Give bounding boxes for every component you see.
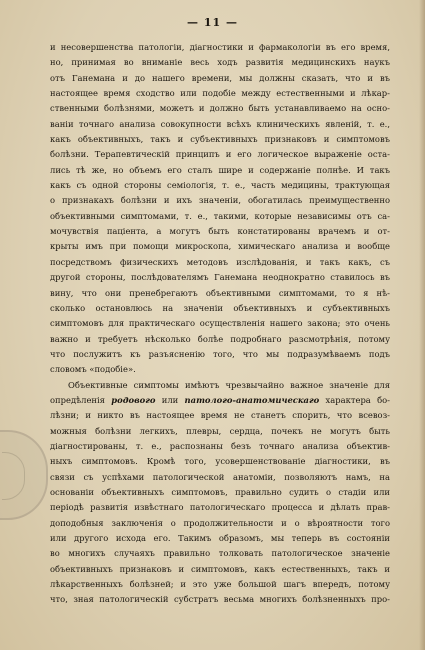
text-line: и несовершенства патологіи, діагностики и фармакологіи въ его время, — [50, 42, 390, 52]
emphasis-pathoanatomical: патолого-анатомическаго — [184, 394, 320, 405]
paragraph-2-rest — [50, 408, 390, 607]
text-line: другой стороны, послѣдователямъ Ганемана неоднократно ставилось въ — [50, 272, 390, 283]
text-line: ваніи точнаго анализа совокупности всѣхъ клиническихъ явленій, т. е., — [50, 118, 390, 129]
text-line: лись тѣ же, но объемъ его сталъ шире и содержаніе полнѣе. И такъ — [50, 164, 390, 175]
paragraph-2-line: Объективные симптомы имѣютъ чрезвычайно важное значеніе для — [68, 379, 390, 390]
text-line: сколько остановлюсь на значеніи объективныхъ и субъективныхъ — [50, 302, 390, 313]
text-line: или другого исхода его. Такимъ образомъ, мы теперь въ состояніи — [50, 533, 390, 543]
text-line: что, зная патологическій субстратъ весьма многихъ болѣзненныхъ про- — [50, 594, 390, 605]
text-line: связи съ успѣхами патологической анатоміи, позволяютъ намъ, на — [50, 471, 390, 482]
text-line: болѣзни. Терапевтическій принципъ и его логическое выраженіе оста- — [50, 149, 390, 160]
emphasis-generic: родового — [111, 394, 156, 405]
text-run: характера бо- — [319, 394, 390, 405]
text-line: какъ съ одной стороны семіологія, т. е., часть медицины, трактующая — [50, 180, 390, 191]
text-line: отъ Ганемана и до нашего времени, мы должны сказать, что и въ — [50, 72, 390, 83]
text-line: какъ объективныхъ, такъ и субъективныхъ признаковъ и симптомовъ — [50, 134, 390, 145]
text-run: или — [155, 394, 185, 405]
paragraph-1 — [50, 40, 390, 378]
page-edge-shadow — [419, 0, 425, 650]
text-line: о признакахъ болѣзни и ихъ значеніи, обогатилась преимущественно — [50, 195, 390, 206]
text-line: объективными симптомами, т. е., такими, которые независимы отъ са- — [50, 210, 390, 221]
text-line: періодѣ развитія извѣстнаго патологическаго процесса и дѣлать прав- — [50, 502, 390, 513]
text-line: но, принимая во вниманіе весь ходъ развитія медицинскихъ наукъ — [50, 57, 390, 68]
text-line: ственными болѣзнями, можетъ и должно быть устанавливаемо на осно- — [50, 103, 390, 114]
text-line: объективныхъ признаковъ и симптомовъ, какъ естественныхъ, такъ и — [50, 563, 390, 574]
text-run: опредѣленія — [50, 394, 112, 405]
text-line: основаніи объективныхъ симптомовъ, правильно судить о стадіи или — [50, 486, 390, 497]
text-line: лѣкарственныхъ болѣзней; и это уже большой шагъ впередъ, потому — [50, 579, 390, 590]
text-line: діагностированы, т. е., распознаны безъ точнаго анализа объектив- — [50, 440, 390, 451]
paragraph-2-line — [50, 393, 390, 408]
text-line: доподобныя заключенія о продолжительности и о вѣроятности того — [50, 517, 390, 528]
library-stamp-inner — [2, 452, 25, 500]
text-line: можныя болѣзни легкихъ, плевры, сердца, почекъ не могутъ быть — [50, 425, 390, 436]
text-line: словомъ «подобіе». — [50, 364, 136, 375]
page-number: — 11 — — [187, 16, 238, 29]
text-line: мочувствія паціента, а могутъ быть констатированы врачемъ и от- — [50, 226, 390, 237]
text-line: настоящее время сходство или подобіе между естественными и лѣкар- — [50, 88, 390, 99]
text-line: крыты имъ при помощи микроскопа, химическаго анализа и вообще — [50, 241, 390, 252]
body-text — [50, 40, 390, 608]
text-line: ныхъ симптомовъ. Кромѣ того, усовершенствованіе діагностики, въ — [50, 456, 390, 467]
text-line: важно и требуетъ нѣсколько болѣе подробнаго разсмотрѣнія, потому — [50, 333, 390, 344]
library-stamp — [0, 430, 48, 520]
text-line: симптомовъ для практическаго осуществленія нашего закона; это очень — [50, 318, 390, 329]
text-line: во многихъ случаяхъ правильно толковать патологическое значеніе — [50, 548, 390, 559]
text-line: лѣзни; и никто въ настоящее время не станетъ спорить, что всевоз- — [50, 410, 390, 421]
text-line: что послужитъ къ разъясненію того, что мы подразумѣваемъ подъ — [50, 348, 390, 359]
text-line: вину, что они пренебрегаютъ объективными симптомами, то я нѣ- — [50, 287, 390, 298]
paragraph-2 — [50, 378, 390, 608]
text-line: посредствомъ физическихъ методовъ изслѣдованія, и такъ какъ, съ — [50, 256, 390, 267]
